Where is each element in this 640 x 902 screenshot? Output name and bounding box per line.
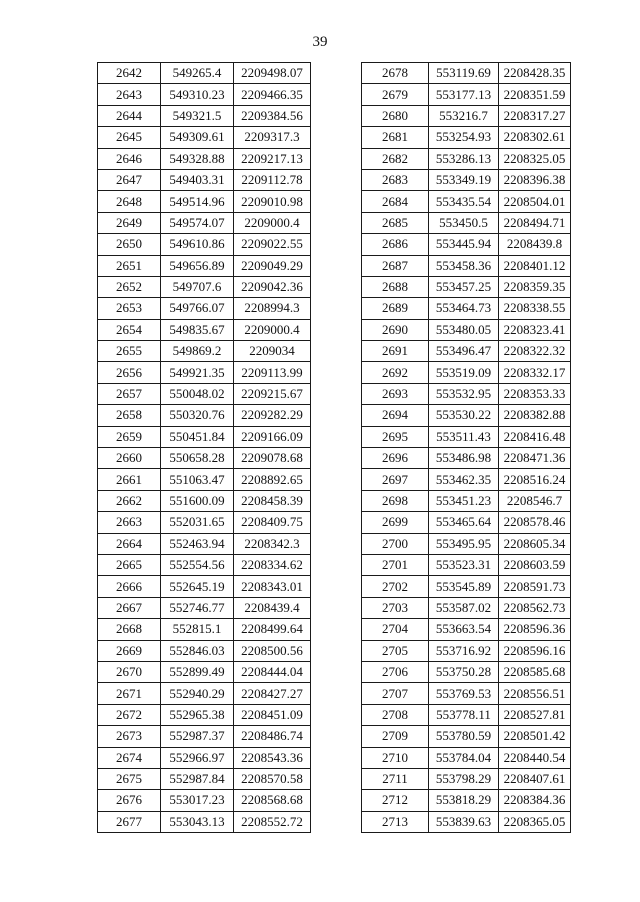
y-coordinate-cell: 2208570.58 [234, 768, 311, 789]
table-row [98, 448, 311, 469]
table-row [98, 212, 311, 233]
x-coordinate-cell: 552815.1 [161, 619, 234, 640]
table-row [362, 683, 571, 704]
point-number-cell: 2683 [362, 169, 429, 190]
y-coordinate-cell: 2208440.54 [499, 747, 571, 768]
table-row [98, 490, 311, 511]
point-number-cell: 2658 [98, 405, 161, 426]
point-number-cell: 2674 [98, 747, 161, 768]
table-row [362, 148, 571, 169]
x-coordinate-cell: 552899.49 [161, 661, 234, 682]
x-coordinate-cell: 553465.64 [429, 512, 499, 533]
table-row [98, 726, 311, 747]
y-coordinate-cell: 2208501.42 [499, 726, 571, 747]
x-coordinate-cell: 549766.07 [161, 298, 234, 319]
point-number-cell: 2660 [98, 448, 161, 469]
table-row [362, 169, 571, 190]
x-coordinate-cell: 549321.5 [161, 105, 234, 126]
point-number-cell: 2649 [98, 212, 161, 233]
point-number-cell: 2676 [98, 790, 161, 811]
table-row [362, 255, 571, 276]
x-coordinate-cell: 553486.98 [429, 448, 499, 469]
point-number-cell: 2669 [98, 640, 161, 661]
coordinates-table-right [361, 62, 571, 833]
x-coordinate-cell: 552965.38 [161, 704, 234, 725]
point-number-cell: 2661 [98, 469, 161, 490]
point-number-cell: 2673 [98, 726, 161, 747]
point-number-cell: 2678 [362, 63, 429, 84]
y-coordinate-cell: 2208596.36 [499, 619, 571, 640]
table-row [98, 619, 311, 640]
x-coordinate-cell: 553286.13 [429, 148, 499, 169]
x-coordinate-cell: 549574.07 [161, 212, 234, 233]
point-number-cell: 2711 [362, 768, 429, 789]
x-coordinate-cell: 549656.89 [161, 255, 234, 276]
x-coordinate-cell: 549514.96 [161, 191, 234, 212]
x-coordinate-cell: 553519.09 [429, 362, 499, 383]
y-coordinate-cell: 2209049.29 [234, 255, 311, 276]
x-coordinate-cell: 549707.6 [161, 276, 234, 297]
table-row [98, 362, 311, 383]
x-coordinate-cell: 549869.2 [161, 341, 234, 362]
table-row [98, 276, 311, 297]
y-coordinate-cell: 2208427.27 [234, 683, 311, 704]
y-coordinate-cell: 2209022.55 [234, 234, 311, 255]
y-coordinate-cell: 2208365.05 [499, 811, 571, 832]
point-number-cell: 2680 [362, 105, 429, 126]
y-coordinate-cell: 2208416.48 [499, 426, 571, 447]
y-coordinate-cell: 2208325.05 [499, 148, 571, 169]
x-coordinate-cell: 550320.76 [161, 405, 234, 426]
table-row [98, 768, 311, 789]
x-coordinate-cell: 553480.05 [429, 319, 499, 340]
y-coordinate-cell: 2208471.36 [499, 448, 571, 469]
y-coordinate-cell: 2208384.36 [499, 790, 571, 811]
table-row [362, 533, 571, 554]
y-coordinate-cell: 2209113.99 [234, 362, 311, 383]
y-coordinate-cell: 2208396.38 [499, 169, 571, 190]
table-row [362, 383, 571, 404]
table-row [98, 426, 311, 447]
table-row [362, 405, 571, 426]
table-row [362, 448, 571, 469]
x-coordinate-cell: 553784.04 [429, 747, 499, 768]
point-number-cell: 2656 [98, 362, 161, 383]
table-row [362, 341, 571, 362]
point-number-cell: 2695 [362, 426, 429, 447]
y-coordinate-cell: 2208596.16 [499, 640, 571, 661]
y-coordinate-cell: 2209078.68 [234, 448, 311, 469]
point-number-cell: 2693 [362, 383, 429, 404]
point-number-cell: 2691 [362, 341, 429, 362]
table-row [98, 341, 311, 362]
y-coordinate-cell: 2209282.29 [234, 405, 311, 426]
x-coordinate-cell: 553780.59 [429, 726, 499, 747]
x-coordinate-cell: 553451.23 [429, 490, 499, 511]
point-number-cell: 2652 [98, 276, 161, 297]
table-row [98, 533, 311, 554]
table-row [362, 811, 571, 832]
table-row [98, 405, 311, 426]
point-number-cell: 2681 [362, 127, 429, 148]
table-row [362, 469, 571, 490]
x-coordinate-cell: 550658.28 [161, 448, 234, 469]
y-coordinate-cell: 2209466.35 [234, 84, 311, 105]
point-number-cell: 2677 [98, 811, 161, 832]
y-coordinate-cell: 2209215.67 [234, 383, 311, 404]
y-coordinate-cell: 2209384.56 [234, 105, 311, 126]
table-row [362, 726, 571, 747]
point-number-cell: 2696 [362, 448, 429, 469]
table-row [362, 597, 571, 618]
table-row [362, 426, 571, 447]
point-number-cell: 2689 [362, 298, 429, 319]
x-coordinate-cell: 552645.19 [161, 576, 234, 597]
point-number-cell: 2682 [362, 148, 429, 169]
y-coordinate-cell: 2209317.3 [234, 127, 311, 148]
y-coordinate-cell: 2209000.4 [234, 212, 311, 233]
point-number-cell: 2668 [98, 619, 161, 640]
x-coordinate-cell: 553462.35 [429, 469, 499, 490]
table-row [362, 362, 571, 383]
point-number-cell: 2648 [98, 191, 161, 212]
y-coordinate-cell: 2208568.68 [234, 790, 311, 811]
y-coordinate-cell: 2208439.8 [499, 234, 571, 255]
y-coordinate-cell: 2208382.88 [499, 405, 571, 426]
point-number-cell: 2713 [362, 811, 429, 832]
table-row [362, 191, 571, 212]
x-coordinate-cell: 549403.31 [161, 169, 234, 190]
table-row [98, 661, 311, 682]
table-row [362, 640, 571, 661]
y-coordinate-cell: 2208332.17 [499, 362, 571, 383]
y-coordinate-cell: 2208892.65 [234, 469, 311, 490]
table-row [362, 790, 571, 811]
table-row [98, 84, 311, 105]
point-number-cell: 2692 [362, 362, 429, 383]
point-number-cell: 2686 [362, 234, 429, 255]
point-number-cell: 2643 [98, 84, 161, 105]
x-coordinate-cell: 553716.92 [429, 640, 499, 661]
point-number-cell: 2702 [362, 576, 429, 597]
x-coordinate-cell: 553177.13 [429, 84, 499, 105]
y-coordinate-cell: 2208323.41 [499, 319, 571, 340]
table-row [362, 619, 571, 640]
point-number-cell: 2663 [98, 512, 161, 533]
point-number-cell: 2685 [362, 212, 429, 233]
y-coordinate-cell: 2208504.01 [499, 191, 571, 212]
page-number: 39 [312, 34, 328, 50]
x-coordinate-cell: 549328.88 [161, 148, 234, 169]
table-row [98, 747, 311, 768]
table-row [362, 576, 571, 597]
x-coordinate-cell: 553445.94 [429, 234, 499, 255]
x-coordinate-cell: 552846.03 [161, 640, 234, 661]
y-coordinate-cell: 2208603.59 [499, 554, 571, 575]
point-number-cell: 2645 [98, 127, 161, 148]
x-coordinate-cell: 552463.94 [161, 533, 234, 554]
y-coordinate-cell: 2208359.35 [499, 276, 571, 297]
point-number-cell: 2690 [362, 319, 429, 340]
x-coordinate-cell: 553450.5 [429, 212, 499, 233]
y-coordinate-cell: 2208458.39 [234, 490, 311, 511]
table-row [362, 105, 571, 126]
x-coordinate-cell: 553458.36 [429, 255, 499, 276]
x-coordinate-cell: 553818.29 [429, 790, 499, 811]
table-row [98, 597, 311, 618]
x-coordinate-cell: 552966.97 [161, 747, 234, 768]
x-coordinate-cell: 553839.63 [429, 811, 499, 832]
y-coordinate-cell: 2208353.33 [499, 383, 571, 404]
table-row [362, 234, 571, 255]
x-coordinate-cell: 553464.73 [429, 298, 499, 319]
x-coordinate-cell: 553778.11 [429, 704, 499, 725]
x-coordinate-cell: 553043.13 [161, 811, 234, 832]
point-number-cell: 2647 [98, 169, 161, 190]
y-coordinate-cell: 2208605.34 [499, 533, 571, 554]
table-row [98, 469, 311, 490]
x-coordinate-cell: 553587.02 [429, 597, 499, 618]
table-row [362, 747, 571, 768]
point-number-cell: 2672 [98, 704, 161, 725]
x-coordinate-cell: 552554.56 [161, 554, 234, 575]
y-coordinate-cell: 2208499.64 [234, 619, 311, 640]
point-number-cell: 2665 [98, 554, 161, 575]
coordinates-table-left [97, 62, 311, 833]
y-coordinate-cell: 2208516.24 [499, 469, 571, 490]
table-row [362, 319, 571, 340]
y-coordinate-cell: 2208342.3 [234, 533, 311, 554]
y-coordinate-cell: 2208401.12 [499, 255, 571, 276]
point-number-cell: 2697 [362, 469, 429, 490]
y-coordinate-cell: 2209000.4 [234, 319, 311, 340]
table-row [98, 683, 311, 704]
y-coordinate-cell: 2208552.72 [234, 811, 311, 832]
x-coordinate-cell: 553496.47 [429, 341, 499, 362]
x-coordinate-cell: 549610.86 [161, 234, 234, 255]
y-coordinate-cell: 2208585.68 [499, 661, 571, 682]
y-coordinate-cell: 2208351.59 [499, 84, 571, 105]
table-row [362, 212, 571, 233]
point-number-cell: 2662 [98, 490, 161, 511]
point-number-cell: 2664 [98, 533, 161, 554]
x-coordinate-cell: 553798.29 [429, 768, 499, 789]
x-coordinate-cell: 553545.89 [429, 576, 499, 597]
table-row [362, 127, 571, 148]
x-coordinate-cell: 549921.35 [161, 362, 234, 383]
y-coordinate-cell: 2208486.74 [234, 726, 311, 747]
y-coordinate-cell: 2208428.35 [499, 63, 571, 84]
point-number-cell: 2667 [98, 597, 161, 618]
point-number-cell: 2687 [362, 255, 429, 276]
table-row [98, 640, 311, 661]
x-coordinate-cell: 553523.31 [429, 554, 499, 575]
y-coordinate-cell: 2209034 [234, 341, 311, 362]
point-number-cell: 2694 [362, 405, 429, 426]
x-coordinate-cell: 553435.54 [429, 191, 499, 212]
table-row [362, 704, 571, 725]
y-coordinate-cell: 2208338.55 [499, 298, 571, 319]
point-number-cell: 2642 [98, 63, 161, 84]
table-row [362, 276, 571, 297]
y-coordinate-cell: 2208578.46 [499, 512, 571, 533]
table-row [98, 298, 311, 319]
x-coordinate-cell: 549265.4 [161, 63, 234, 84]
x-coordinate-cell: 553457.25 [429, 276, 499, 297]
y-coordinate-cell: 2208527.81 [499, 704, 571, 725]
table-row [98, 255, 311, 276]
table-row [98, 554, 311, 575]
x-coordinate-cell: 551600.09 [161, 490, 234, 511]
point-number-cell: 2670 [98, 661, 161, 682]
point-number-cell: 2684 [362, 191, 429, 212]
table-row [98, 383, 311, 404]
y-coordinate-cell: 2208451.09 [234, 704, 311, 725]
x-coordinate-cell: 549309.61 [161, 127, 234, 148]
point-number-cell: 2707 [362, 683, 429, 704]
x-coordinate-cell: 549835.67 [161, 319, 234, 340]
table-row [362, 490, 571, 511]
table-row [98, 319, 311, 340]
point-number-cell: 2659 [98, 426, 161, 447]
y-coordinate-cell: 2208444.04 [234, 661, 311, 682]
point-number-cell: 2704 [362, 619, 429, 640]
table-row [98, 105, 311, 126]
table-row [98, 148, 311, 169]
y-coordinate-cell: 2208317.27 [499, 105, 571, 126]
x-coordinate-cell: 553254.93 [429, 127, 499, 148]
point-number-cell: 2644 [98, 105, 161, 126]
table-row [98, 169, 311, 190]
x-coordinate-cell: 552940.29 [161, 683, 234, 704]
table-row [98, 512, 311, 533]
point-number-cell: 2653 [98, 298, 161, 319]
y-coordinate-cell: 2208439.4 [234, 597, 311, 618]
table-row [362, 661, 571, 682]
y-coordinate-cell: 2208409.75 [234, 512, 311, 533]
table-row [362, 554, 571, 575]
y-coordinate-cell: 2208543.36 [234, 747, 311, 768]
point-number-cell: 2675 [98, 768, 161, 789]
table-row [98, 63, 311, 84]
y-coordinate-cell: 2208494.71 [499, 212, 571, 233]
point-number-cell: 2657 [98, 383, 161, 404]
point-number-cell: 2708 [362, 704, 429, 725]
x-coordinate-cell: 552746.77 [161, 597, 234, 618]
table-row [98, 576, 311, 597]
x-coordinate-cell: 553495.95 [429, 533, 499, 554]
table-row [98, 234, 311, 255]
y-coordinate-cell: 2209498.07 [234, 63, 311, 84]
x-coordinate-cell: 553530.22 [429, 405, 499, 426]
y-coordinate-cell: 2208591.73 [499, 576, 571, 597]
x-coordinate-cell: 553119.69 [429, 63, 499, 84]
x-coordinate-cell: 552031.65 [161, 512, 234, 533]
point-number-cell: 2666 [98, 576, 161, 597]
point-number-cell: 2679 [362, 84, 429, 105]
x-coordinate-cell: 550048.02 [161, 383, 234, 404]
y-coordinate-cell: 2208334.62 [234, 554, 311, 575]
table-row [98, 191, 311, 212]
point-number-cell: 2700 [362, 533, 429, 554]
y-coordinate-cell: 2208343.01 [234, 576, 311, 597]
point-number-cell: 2710 [362, 747, 429, 768]
table-row [362, 768, 571, 789]
table-row [98, 790, 311, 811]
point-number-cell: 2706 [362, 661, 429, 682]
table-row [362, 63, 571, 84]
y-coordinate-cell: 2208302.61 [499, 127, 571, 148]
point-number-cell: 2712 [362, 790, 429, 811]
point-number-cell: 2655 [98, 341, 161, 362]
table-row [362, 84, 571, 105]
point-number-cell: 2703 [362, 597, 429, 618]
point-number-cell: 2654 [98, 319, 161, 340]
point-number-cell: 2646 [98, 148, 161, 169]
x-coordinate-cell: 553349.19 [429, 169, 499, 190]
x-coordinate-cell: 553216.7 [429, 105, 499, 126]
y-coordinate-cell: 2208500.56 [234, 640, 311, 661]
x-coordinate-cell: 549310.23 [161, 84, 234, 105]
y-coordinate-cell: 2208322.32 [499, 341, 571, 362]
x-coordinate-cell: 553750.28 [429, 661, 499, 682]
y-coordinate-cell: 2209042.36 [234, 276, 311, 297]
y-coordinate-cell: 2209166.09 [234, 426, 311, 447]
table-row [98, 811, 311, 832]
x-coordinate-cell: 552987.84 [161, 768, 234, 789]
point-number-cell: 2701 [362, 554, 429, 575]
y-coordinate-cell: 2209217.13 [234, 148, 311, 169]
table-row [362, 298, 571, 319]
table-row [98, 127, 311, 148]
y-coordinate-cell: 2208546.7 [499, 490, 571, 511]
y-coordinate-cell: 2208556.51 [499, 683, 571, 704]
point-number-cell: 2671 [98, 683, 161, 704]
x-coordinate-cell: 552987.37 [161, 726, 234, 747]
x-coordinate-cell: 553769.53 [429, 683, 499, 704]
x-coordinate-cell: 553511.43 [429, 426, 499, 447]
y-coordinate-cell: 2209112.78 [234, 169, 311, 190]
point-number-cell: 2709 [362, 726, 429, 747]
x-coordinate-cell: 553017.23 [161, 790, 234, 811]
point-number-cell: 2699 [362, 512, 429, 533]
y-coordinate-cell: 2208994.3 [234, 298, 311, 319]
y-coordinate-cell: 2209010.98 [234, 191, 311, 212]
x-coordinate-cell: 551063.47 [161, 469, 234, 490]
x-coordinate-cell: 553663.54 [429, 619, 499, 640]
point-number-cell: 2650 [98, 234, 161, 255]
point-number-cell: 2705 [362, 640, 429, 661]
point-number-cell: 2698 [362, 490, 429, 511]
table-row [98, 704, 311, 725]
y-coordinate-cell: 2208407.61 [499, 768, 571, 789]
point-number-cell: 2688 [362, 276, 429, 297]
table-row [362, 512, 571, 533]
x-coordinate-cell: 550451.84 [161, 426, 234, 447]
y-coordinate-cell: 2208562.73 [499, 597, 571, 618]
point-number-cell: 2651 [98, 255, 161, 276]
x-coordinate-cell: 553532.95 [429, 383, 499, 404]
